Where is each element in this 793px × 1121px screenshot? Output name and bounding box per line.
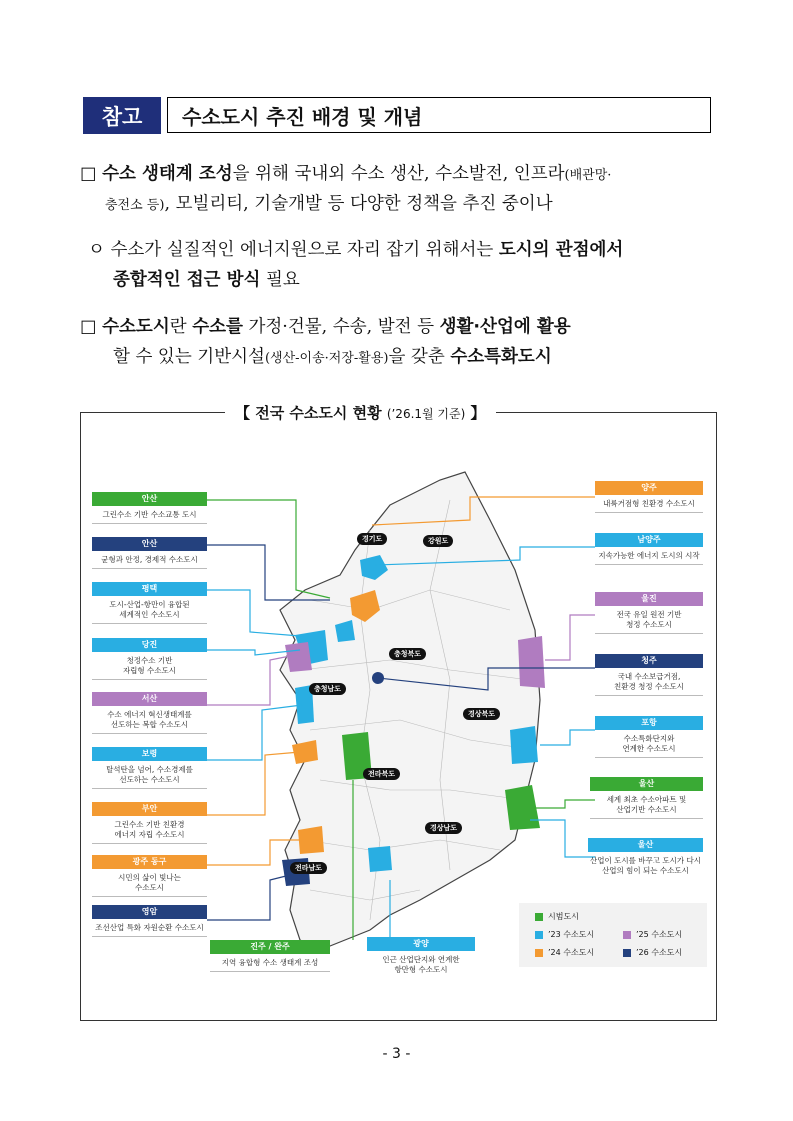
map-title-close: 】	[465, 404, 486, 422]
province-label: 강원도	[423, 535, 453, 547]
city-name: 청주	[595, 654, 703, 668]
city-name: 광양	[367, 937, 475, 951]
city-desc: 그린수소 기반 친환경 에너지 자립 수소도시	[92, 816, 207, 844]
square-bullet: □	[80, 164, 97, 184]
city-name: 서산	[92, 692, 207, 706]
cheongju-marker	[372, 672, 384, 684]
page-title: 수소도시 추진 배경 및 개념	[167, 97, 711, 133]
city-desc: 청정수소 기반 자립형 수소도시	[92, 652, 207, 680]
map-title-date: (’26.1월 기준)	[386, 407, 466, 421]
city-name: 남양주	[595, 533, 703, 547]
city-desc: 수소특화단지와 연계한 수소도시	[595, 730, 703, 758]
city-card-jinju-wanju	[210, 940, 330, 972]
paragraph-2-line-1	[80, 311, 571, 343]
legend-label: ’25 수소도시	[636, 930, 683, 939]
city-card-gwangju-donggu	[92, 855, 207, 897]
city-desc: 국내 수소보급거점, 친환경 청정 수소도시	[595, 668, 703, 696]
emphasis: 수소도시	[102, 317, 170, 337]
city-card-cheongju	[595, 654, 703, 696]
legend-item	[623, 947, 682, 958]
legend-swatch	[623, 931, 631, 939]
map-title-text: 【 전국 수소도시 현황	[235, 404, 387, 422]
city-card-pohang	[595, 716, 703, 758]
city-name: 진주 / 완주	[210, 940, 330, 954]
province-label: 충청남도	[309, 683, 346, 695]
city-desc: 지속가능한 에너지 도시의 시작	[595, 547, 703, 565]
text: , 모빌리티, 기술개발 등 다양한 정책을 추진 중이나	[164, 194, 553, 214]
legend-label: ’26 수소도시	[636, 948, 683, 957]
city-desc: 전국 유일 원전 기반 청정 수소도시	[595, 606, 703, 634]
text: 을 위해 국내외 수소 생산, 수소발전, 인프라	[232, 164, 565, 184]
city-name: 울산	[588, 838, 703, 852]
city-desc: 균형과 안정, 경제적 수소도시	[92, 551, 207, 569]
city-card-ulsan-23	[588, 838, 703, 879]
province-label: 경상북도	[463, 708, 500, 720]
korea-map	[250, 460, 570, 970]
city-card-seosan	[92, 692, 207, 734]
city-card-ulsan-pilot	[590, 777, 703, 819]
province-label: 전라남도	[290, 862, 327, 874]
province-label: 충청북도	[389, 648, 426, 660]
gwangyang-region	[368, 846, 392, 872]
emphasis: 생활·산업에 활용	[439, 317, 571, 337]
legend-item	[535, 911, 579, 922]
city-card-gwangyang	[367, 937, 475, 978]
emphasis: 수소를	[192, 317, 243, 337]
paragraph-1a-line-1	[88, 234, 623, 266]
city-card-namyangju	[595, 533, 703, 565]
emphasis: 수소 생태계 조성	[102, 164, 233, 184]
city-name: 울산	[590, 777, 703, 791]
text: 할 수 있는 기반시설	[113, 347, 265, 367]
legend-label: ’23 수소도시	[548, 930, 595, 939]
map-legend	[519, 903, 707, 967]
gwangju-region	[298, 826, 324, 854]
circle-bullet: ㅇ	[88, 240, 105, 260]
city-name: 평택	[92, 582, 207, 596]
legend-swatch	[623, 949, 631, 957]
city-card-pyeongtaek	[92, 582, 207, 624]
city-card-buan	[92, 802, 207, 844]
city-desc: 내륙거점형 친환경 수소도시	[595, 495, 703, 513]
city-card-ansan-26	[92, 537, 207, 569]
province-label: 경기도	[357, 533, 387, 545]
paragraph-1-line-1	[80, 158, 611, 192]
legend-label: ’24 수소도시	[548, 948, 595, 957]
text: 가정·건물, 수송, 발전 등	[242, 317, 440, 337]
city-card-yangju	[595, 481, 703, 513]
city-desc: 시민의 삶이 빛나는 수소도시	[92, 869, 207, 897]
paragraph-1-line-2	[105, 188, 553, 222]
city-desc: 조선산업 특화 자원순환 수소도시	[92, 919, 207, 937]
city-desc: 도시-산업-항만이 융합된 세계적인 수소도시	[92, 596, 207, 624]
city-desc: 지역 융합형 수소 생태계 조성	[210, 954, 330, 972]
city-desc: 세계 최초 수소아파트 및 산업기반 수소도시	[590, 791, 703, 819]
reference-tag: 참고	[83, 97, 161, 134]
legend-item	[535, 929, 594, 940]
city-name: 안산	[92, 537, 207, 551]
city-name: 광주 동구	[92, 855, 207, 869]
text: 란	[169, 317, 193, 337]
square-bullet: □	[80, 317, 97, 337]
text: 을 갖춘	[388, 347, 451, 367]
emphasis: 도시의 관점에서	[498, 240, 624, 260]
legend-swatch	[535, 931, 543, 939]
city-name: 양주	[595, 481, 703, 495]
text: 수소가 실질적인 에너지원으로 자리 잡기 위해서는	[110, 240, 499, 260]
text: 필요	[260, 270, 300, 290]
city-card-dangjin	[92, 638, 207, 680]
city-card-boryeong	[92, 747, 207, 789]
legend-item	[623, 929, 682, 940]
legend-swatch	[535, 913, 543, 921]
legend-item	[535, 947, 594, 958]
text: 충전소 등)	[105, 198, 165, 213]
pohang-region	[510, 726, 538, 764]
paragraph-2-line-2	[113, 341, 552, 375]
city-name: 포항	[595, 716, 703, 730]
city-desc: 그린수소 기반 수소교통 도시	[92, 506, 207, 524]
text: (배관망·	[564, 168, 612, 183]
city-card-ansan-pilot	[92, 492, 207, 524]
legend-swatch	[535, 949, 543, 957]
city-name: 안산	[92, 492, 207, 506]
city-name: 부안	[92, 802, 207, 816]
buan-region	[292, 740, 318, 764]
city-desc: 탈석탄을 넘어, 수소경제를 선도하는 수소도시	[92, 761, 207, 789]
city-desc: 인근 산업단지와 연계한 항만형 수소도시	[382, 955, 460, 974]
city-name: 울진	[595, 592, 703, 606]
mainland-shape	[280, 472, 540, 950]
emphasis: 수소특화도시	[450, 347, 552, 367]
text: (생산-이송·저장-활용)	[264, 351, 389, 366]
paragraph-1a-line-2	[113, 264, 300, 296]
province-label: 전라북도	[363, 768, 400, 780]
province-label: 경상남도	[425, 822, 462, 834]
city-desc: 수소 에너지 혁신생태계를 선도하는 복합 수소도시	[92, 706, 207, 734]
legend-label: 시범도시	[548, 912, 579, 921]
page-number: - 3 -	[382, 1046, 411, 1062]
city-name: 당진	[92, 638, 207, 652]
uljin-region	[518, 636, 545, 688]
city-card-uljin	[595, 592, 703, 634]
city-name: 보령	[92, 747, 207, 761]
ulsan-region	[505, 785, 540, 830]
map-title	[225, 402, 496, 423]
city-name: 영암	[92, 905, 207, 919]
city-card-yeongam	[92, 905, 207, 937]
city-desc: 산업이 도시를 바꾸고 도시가 다시 산업의 힘이 되는 수소도시	[590, 856, 701, 875]
emphasis: 종합적인 접근 방식	[113, 270, 261, 290]
